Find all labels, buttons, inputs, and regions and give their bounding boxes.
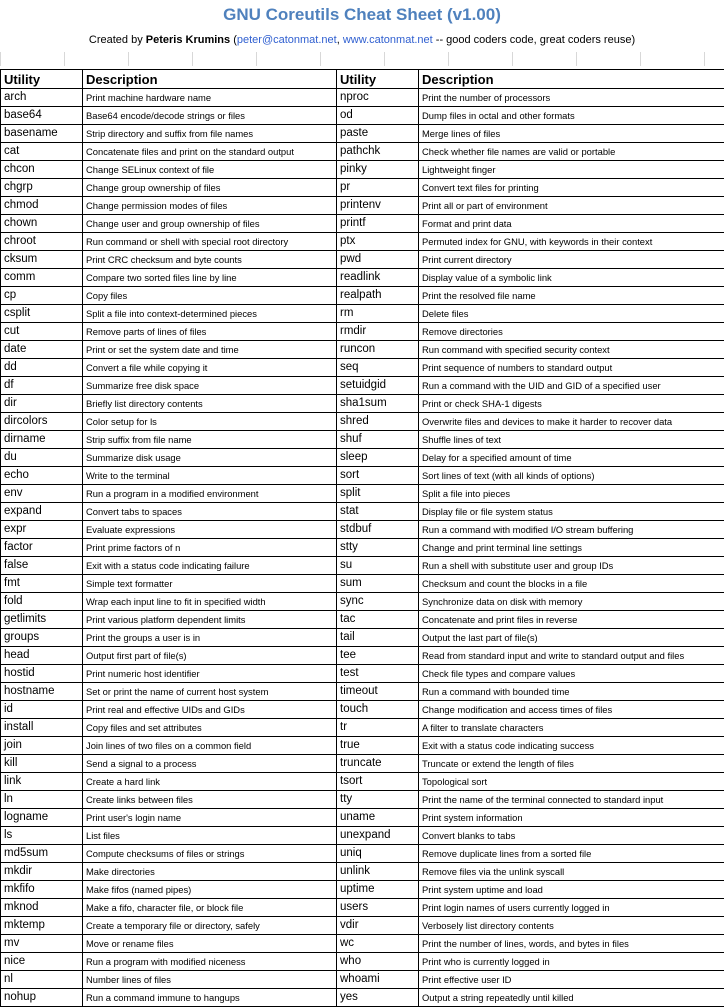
description-cell: Number lines of files <box>83 971 337 989</box>
utility-cell: chmod <box>1 197 83 215</box>
table-row <box>1 629 724 647</box>
utility-cell: expand <box>1 503 83 521</box>
utility-cell: tac <box>337 611 419 629</box>
utility-cell: timeout <box>337 683 419 701</box>
table-row <box>1 521 724 539</box>
utility-cell: su <box>337 557 419 575</box>
table-row <box>1 161 724 179</box>
author-name: Peteris Krumins <box>145 34 231 46</box>
utility-cell: base64 <box>1 107 83 125</box>
table-row <box>1 917 724 935</box>
utility-cell: cat <box>1 143 83 161</box>
description-cell: Copy files <box>83 287 337 305</box>
utility-cell: stdbuf <box>337 521 419 539</box>
table-row <box>1 935 724 953</box>
utility-cell: date <box>1 341 83 359</box>
description-cell: Display file or file system status <box>419 503 724 521</box>
utility-cell: fmt <box>1 575 83 593</box>
utility-cell: id <box>1 701 83 719</box>
subtitle <box>0 32 724 48</box>
description-cell: Display value of a symbolic link <box>419 269 724 287</box>
description-cell: Send a signal to a process <box>83 755 337 773</box>
description-cell: Sort lines of text (with all kinds of options) <box>419 467 724 485</box>
utility-cell: sha1sum <box>337 395 419 413</box>
utility-cell: basename <box>1 125 83 143</box>
description-cell: Run command or shell with special root directory <box>83 233 337 251</box>
description-cell: Concatenate files and print on the standard output <box>83 143 337 161</box>
description-cell: Convert text files for printing <box>419 179 724 197</box>
utility-cell: join <box>1 737 83 755</box>
description-cell: Make a fifo, character file, or block file <box>83 899 337 917</box>
utility-cell: mkdir <box>1 863 83 881</box>
utility-cell: whoami <box>337 971 419 989</box>
description-cell: Format and print data <box>419 215 724 233</box>
description-cell: Exit with a status code indicating success <box>419 737 724 755</box>
description-cell: Read from standard input and write to standard output and files <box>419 647 724 665</box>
utility-cell: test <box>337 665 419 683</box>
description-cell: Change SELinux context of file <box>83 161 337 179</box>
table-row <box>1 107 724 125</box>
utility-cell: du <box>1 449 83 467</box>
description-cell: Briefly list directory contents <box>83 395 337 413</box>
description-cell: Overwrite files and devices to make it harder to recover data <box>419 413 724 431</box>
paren-open: ( <box>230 34 237 46</box>
utility-cell: users <box>337 899 419 917</box>
table-row <box>1 971 724 989</box>
coreutils-table <box>0 69 724 1007</box>
utility-cell: printenv <box>337 197 419 215</box>
table-row <box>1 665 724 683</box>
table-row <box>1 809 724 827</box>
description-cell: Print sequence of numbers to standard output <box>419 359 724 377</box>
description-cell: Run a command immune to hangups <box>83 989 337 1007</box>
description-cell: Color setup for ls <box>83 413 337 431</box>
table-row <box>1 953 724 971</box>
table-row <box>1 683 724 701</box>
table-row <box>1 395 724 413</box>
description-cell: Print system information <box>419 809 724 827</box>
utility-cell: od <box>337 107 419 125</box>
utility-cell: echo <box>1 467 83 485</box>
utility-cell: install <box>1 719 83 737</box>
header-description-2: Description <box>419 70 724 89</box>
utility-cell: uname <box>337 809 419 827</box>
description-cell: Print or check SHA-1 digests <box>419 395 724 413</box>
utility-cell: chcon <box>1 161 83 179</box>
table-row <box>1 863 724 881</box>
description-cell: Run a command with modified I/O stream buffering <box>419 521 724 539</box>
description-cell: Output first part of file(s) <box>83 647 337 665</box>
utility-cell: mknod <box>1 899 83 917</box>
utility-cell: pathchk <box>337 143 419 161</box>
description-cell: Run a program with modified niceness <box>83 953 337 971</box>
table-row <box>1 413 724 431</box>
utility-cell: sum <box>337 575 419 593</box>
description-cell: Create a temporary file or directory, safely <box>83 917 337 935</box>
utility-cell: groups <box>1 629 83 647</box>
description-cell: Topological sort <box>419 773 724 791</box>
description-cell: Change and print terminal line settings <box>419 539 724 557</box>
description-cell: Run a shell with substitute user and group IDs <box>419 557 724 575</box>
utility-cell: unlink <box>337 863 419 881</box>
description-cell: Compare two sorted files line by line <box>83 269 337 287</box>
utility-cell: mkfifo <box>1 881 83 899</box>
utility-cell: sort <box>337 467 419 485</box>
utility-cell: shuf <box>337 431 419 449</box>
description-cell: Print the resolved file name <box>419 287 724 305</box>
utility-cell: truncate <box>337 755 419 773</box>
utility-cell: touch <box>337 701 419 719</box>
table-row <box>1 557 724 575</box>
utility-cell: pwd <box>337 251 419 269</box>
utility-cell: true <box>337 737 419 755</box>
description-cell: A filter to translate characters <box>419 719 724 737</box>
utility-cell: rm <box>337 305 419 323</box>
table-row <box>1 719 724 737</box>
utility-cell: paste <box>337 125 419 143</box>
description-cell: Change group ownership of files <box>83 179 337 197</box>
utility-cell: nproc <box>337 89 419 107</box>
description-cell: Print various platform dependent limits <box>83 611 337 629</box>
description-cell: Print who is currently logged in <box>419 953 724 971</box>
table-row <box>1 197 724 215</box>
table-row <box>1 251 724 269</box>
utility-cell: uptime <box>337 881 419 899</box>
utility-cell: nice <box>1 953 83 971</box>
description-cell: Remove files via the unlink syscall <box>419 863 724 881</box>
description-cell: Remove parts of lines of files <box>83 323 337 341</box>
utility-cell: sync <box>337 593 419 611</box>
utility-cell: vdir <box>337 917 419 935</box>
utility-cell: link <box>1 773 83 791</box>
utility-cell: tty <box>337 791 419 809</box>
utility-cell: mv <box>1 935 83 953</box>
header-utility-2: Utility <box>337 70 419 89</box>
description-cell: Print all or part of environment <box>419 197 724 215</box>
description-cell: Exit with a status code indicating failure <box>83 557 337 575</box>
table-row <box>1 125 724 143</box>
separator: , <box>336 34 343 46</box>
page-title: GNU Coreutils Cheat Sheet (v1.00) <box>223 5 501 24</box>
description-cell: Make fifos (named pipes) <box>83 881 337 899</box>
description-cell: Write to the terminal <box>83 467 337 485</box>
description-cell: List files <box>83 827 337 845</box>
table-row <box>1 791 724 809</box>
website-link[interactable]: www.catonmat.net <box>342 34 433 46</box>
utility-cell: chown <box>1 215 83 233</box>
utility-cell: nl <box>1 971 83 989</box>
utility-cell: kill <box>1 755 83 773</box>
description-cell: Join lines of two files on a common field <box>83 737 337 755</box>
table-row <box>1 485 724 503</box>
description-cell: Run a program in a modified environment <box>83 485 337 503</box>
table-row <box>1 341 724 359</box>
email-link[interactable]: peter@catonmat.net <box>236 34 337 46</box>
description-cell: Run a command with the UID and GID of a specified user <box>419 377 724 395</box>
utility-cell: split <box>337 485 419 503</box>
description-cell: Print user's login name <box>83 809 337 827</box>
utility-cell: stat <box>337 503 419 521</box>
utility-cell: unexpand <box>337 827 419 845</box>
description-cell: Permuted index for GNU, with keywords in their context <box>419 233 724 251</box>
utility-cell: env <box>1 485 83 503</box>
utility-cell: setuidgid <box>337 377 419 395</box>
utility-cell: hostid <box>1 665 83 683</box>
description-cell: Output the last part of file(s) <box>419 629 724 647</box>
table-row <box>1 143 724 161</box>
description-cell: Remove directories <box>419 323 724 341</box>
description-cell: Wrap each input line to fit in specified width <box>83 593 337 611</box>
table-header-row <box>1 70 724 89</box>
utility-cell: pinky <box>337 161 419 179</box>
description-cell: Print the groups a user is in <box>83 629 337 647</box>
utility-cell: stty <box>337 539 419 557</box>
description-cell: Checksum and count the blocks in a file <box>419 575 724 593</box>
utility-cell: cut <box>1 323 83 341</box>
utility-cell: cksum <box>1 251 83 269</box>
description-cell: Summarize disk usage <box>83 449 337 467</box>
description-cell: Summarize free disk space <box>83 377 337 395</box>
table-row <box>1 539 724 557</box>
table-row <box>1 179 724 197</box>
table-row <box>1 593 724 611</box>
table-row <box>1 773 724 791</box>
utility-cell: false <box>1 557 83 575</box>
utility-cell: dd <box>1 359 83 377</box>
utility-cell: seq <box>337 359 419 377</box>
description-cell: Print the name of the terminal connected to standard input <box>419 791 724 809</box>
description-cell: Run a command with bounded time <box>419 683 724 701</box>
description-cell: Remove duplicate lines from a sorted file <box>419 845 724 863</box>
description-cell: Check whether file names are valid or portable <box>419 143 724 161</box>
table-row <box>1 269 724 287</box>
table-row <box>1 431 724 449</box>
table-row <box>1 575 724 593</box>
utility-cell: nohup <box>1 989 83 1007</box>
header-description: Description <box>83 70 337 89</box>
utility-cell: dirname <box>1 431 83 449</box>
table-row <box>1 989 724 1007</box>
table-row <box>1 899 724 917</box>
utility-cell: head <box>1 647 83 665</box>
utility-cell: ptx <box>337 233 419 251</box>
utility-cell: realpath <box>337 287 419 305</box>
utility-cell: sleep <box>337 449 419 467</box>
utility-cell: chgrp <box>1 179 83 197</box>
table-row <box>1 467 724 485</box>
utility-cell: runcon <box>337 341 419 359</box>
utility-cell: csplit <box>1 305 83 323</box>
utility-cell: logname <box>1 809 83 827</box>
utility-cell: pr <box>337 179 419 197</box>
description-cell: Base64 encode/decode strings or files <box>83 107 337 125</box>
created-by-label: Created by <box>88 34 146 46</box>
table-row <box>1 611 724 629</box>
description-cell: Strip directory and suffix from file names <box>83 125 337 143</box>
utility-cell: chroot <box>1 233 83 251</box>
utility-cell: tr <box>337 719 419 737</box>
utility-cell: hostname <box>1 683 83 701</box>
description-cell: Print prime factors of n <box>83 539 337 557</box>
description-cell: Merge lines of files <box>419 125 724 143</box>
description-cell: Print current directory <box>419 251 724 269</box>
description-cell: Synchronize data on disk with memory <box>419 593 724 611</box>
description-cell: Output a string repeatedly until killed <box>419 989 724 1007</box>
description-cell: Split a file into context-determined pieces <box>83 305 337 323</box>
utility-cell: expr <box>1 521 83 539</box>
utility-cell: arch <box>1 89 83 107</box>
description-cell: Delete files <box>419 305 724 323</box>
utility-cell: wc <box>337 935 419 953</box>
utility-cell: readlink <box>337 269 419 287</box>
description-cell: Run command with specified security context <box>419 341 724 359</box>
table-row <box>1 233 724 251</box>
description-cell: Print real and effective UIDs and GIDs <box>83 701 337 719</box>
utility-cell: yes <box>337 989 419 1007</box>
description-cell: Evaluate expressions <box>83 521 337 539</box>
utility-cell: printf <box>337 215 419 233</box>
description-cell: Split a file into pieces <box>419 485 724 503</box>
description-cell: Print system uptime and load <box>419 881 724 899</box>
utility-cell: tsort <box>337 773 419 791</box>
description-cell: Truncate or extend the length of files <box>419 755 724 773</box>
utility-cell: getlimits <box>1 611 83 629</box>
description-cell: Delay for a specified amount of time <box>419 449 724 467</box>
table-row <box>1 89 724 107</box>
description-cell: Print effective user ID <box>419 971 724 989</box>
description-cell: Simple text formatter <box>83 575 337 593</box>
utility-cell: fold <box>1 593 83 611</box>
table-row <box>1 449 724 467</box>
description-cell: Compute checksums of files or strings <box>83 845 337 863</box>
description-cell: Copy files and set attributes <box>83 719 337 737</box>
description-cell: Convert a file while copying it <box>83 359 337 377</box>
description-cell: Move or rename files <box>83 935 337 953</box>
description-cell: Print machine hardware name <box>83 89 337 107</box>
table-row <box>1 701 724 719</box>
table-row <box>1 323 724 341</box>
description-cell: Convert tabs to spaces <box>83 503 337 521</box>
spreadsheet-gridlines <box>0 52 724 66</box>
description-cell: Verbosely list directory contents <box>419 917 724 935</box>
description-cell: Print the number of lines, words, and bytes in files <box>419 935 724 953</box>
utility-cell: tail <box>337 629 419 647</box>
description-cell: Change modification and access times of files <box>419 701 724 719</box>
description-cell: Convert blanks to tabs <box>419 827 724 845</box>
description-cell: Strip suffix from file name <box>83 431 337 449</box>
description-cell: Print the number of processors <box>419 89 724 107</box>
description-cell: Print numeric host identifier <box>83 665 337 683</box>
description-cell: Create links between files <box>83 791 337 809</box>
utility-cell: comm <box>1 269 83 287</box>
table-row <box>1 287 724 305</box>
utility-cell: shred <box>337 413 419 431</box>
utility-cell: factor <box>1 539 83 557</box>
table-row <box>1 755 724 773</box>
description-cell: Print login names of users currently logged in <box>419 899 724 917</box>
description-cell: Check file types and compare values <box>419 665 724 683</box>
utility-cell: uniq <box>337 845 419 863</box>
description-cell: Shuffle lines of text <box>419 431 724 449</box>
description-cell: Print or set the system date and time <box>83 341 337 359</box>
table-row <box>1 377 724 395</box>
utility-cell: rmdir <box>337 323 419 341</box>
utility-cell: dir <box>1 395 83 413</box>
table-row <box>1 503 724 521</box>
utility-cell: dircolors <box>1 413 83 431</box>
description-cell: Make directories <box>83 863 337 881</box>
table-row <box>1 827 724 845</box>
header-utility: Utility <box>1 70 83 89</box>
utility-cell: df <box>1 377 83 395</box>
table-row <box>1 881 724 899</box>
utility-cell: who <box>337 953 419 971</box>
description-cell: Change permission modes of files <box>83 197 337 215</box>
utility-cell: mktemp <box>1 917 83 935</box>
utility-cell: cp <box>1 287 83 305</box>
table-row <box>1 845 724 863</box>
utility-cell: md5sum <box>1 845 83 863</box>
utility-cell: ls <box>1 827 83 845</box>
description-cell: Lightweight finger <box>419 161 724 179</box>
tagline: -- good coders code, great coders reuse) <box>432 34 636 46</box>
description-cell: Set or print the name of current host system <box>83 683 337 701</box>
table-row <box>1 359 724 377</box>
table-row <box>1 737 724 755</box>
description-cell: Dump files in octal and other formats <box>419 107 724 125</box>
table-row <box>1 215 724 233</box>
description-cell: Create a hard link <box>83 773 337 791</box>
description-cell: Concatenate and print files in reverse <box>419 611 724 629</box>
description-cell: Print CRC checksum and byte counts <box>83 251 337 269</box>
table-row <box>1 305 724 323</box>
utility-cell: ln <box>1 791 83 809</box>
utility-cell: tee <box>337 647 419 665</box>
table-row <box>1 647 724 665</box>
description-cell: Change user and group ownership of files <box>83 215 337 233</box>
